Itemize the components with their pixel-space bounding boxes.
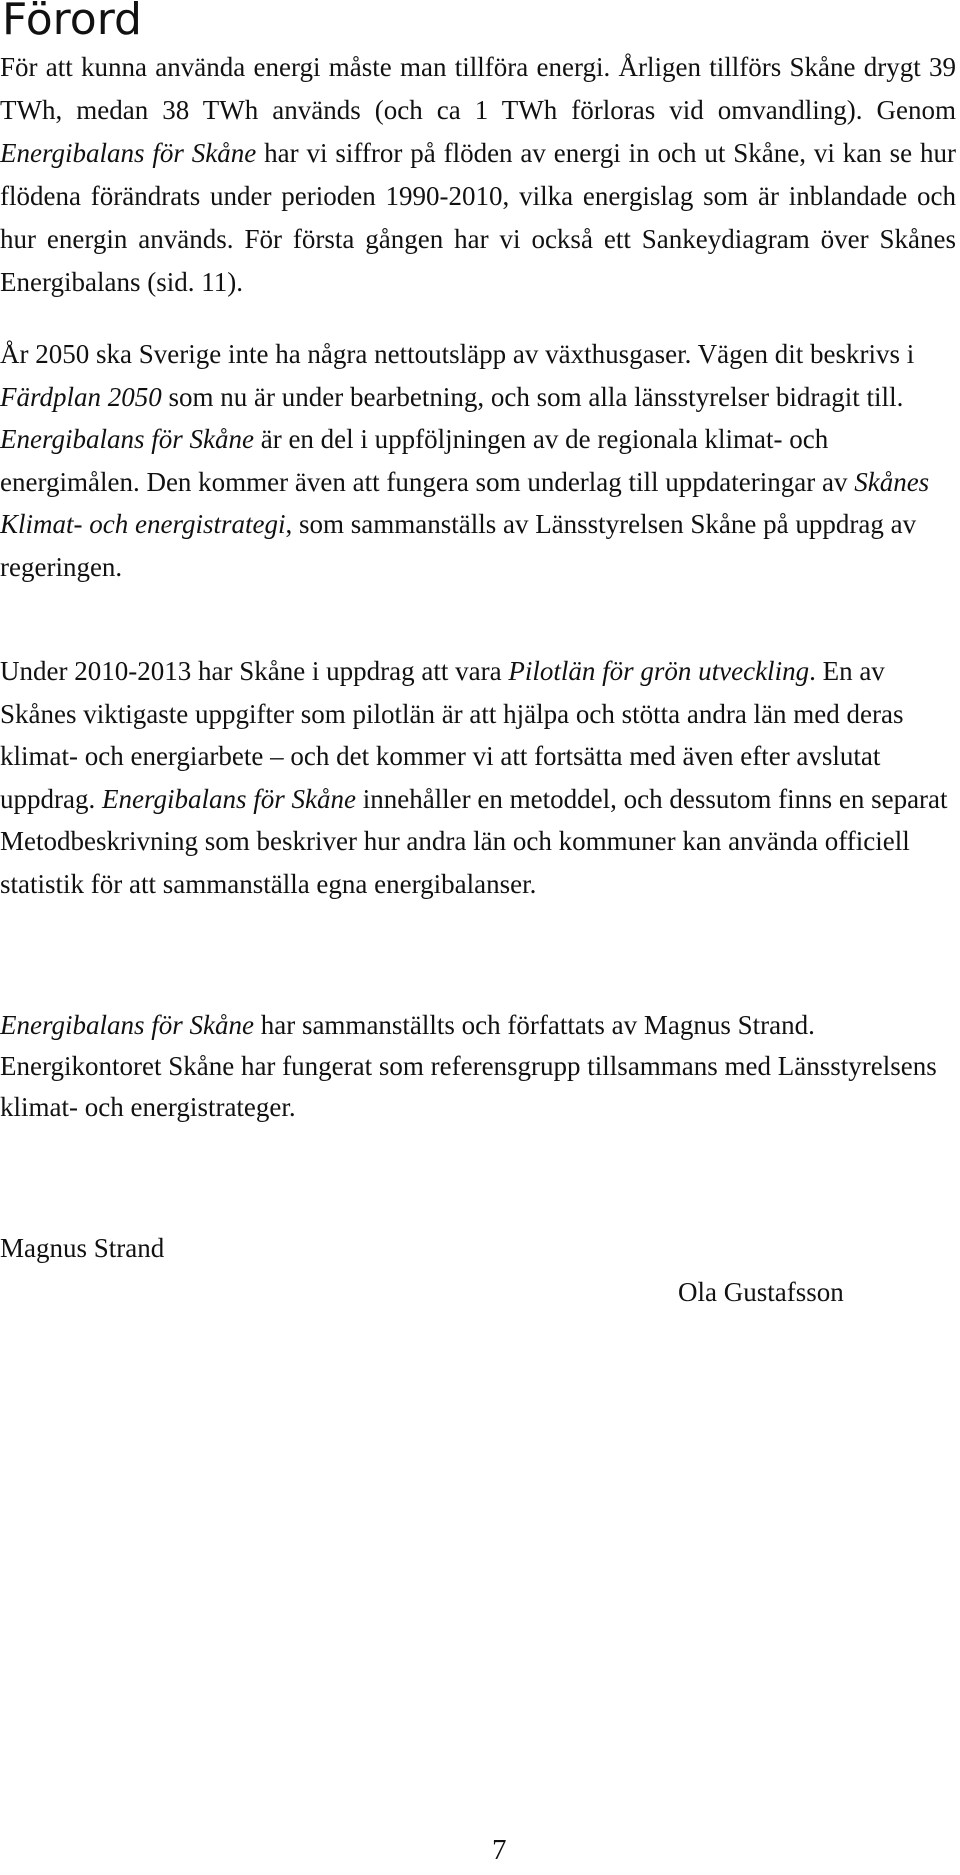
paragraph-text-italic: Färdplan 2050 [0,381,162,412]
paragraph-text-italic: Skånes Klimat- och energistrategi [0,466,930,539]
paragraph-text: År 2050 ska Sverige inte ha några nettoutsläpp av växthusgaser. Vägen dit beskrivs i [0,339,915,369]
paragraph-authors [0,1005,956,1128]
paragraph-text-italic: Pilotlän för grön utveckling [508,656,810,686]
paragraph-pilot [0,650,956,905]
paragraph-text: som nu är under bearbetning, och som alla länsstyrelser bidragit till. [161,381,904,412]
paragraph-text: För att kunna använda energi måste man tillföra energi. Årligen tillförs Skåne drygt 39 TWh, medan 38 TWh används (och ca 1 TWh förloras vid omvandling). Genom [0,52,956,125]
paragraph-text: är en del i uppföljningen av de regionala klimat- och energimålen. Den kommer även att fungera som underlag till uppdateringar av [0,424,855,497]
paragraph-intro [0,46,956,304]
paragraph-text: har vi siffror på flöden av energi in och ut Skåne, vi kan se hur flödena förändrats under perioden 1990-2010, vilka energislag som är inblandade och hur energin används. För första gången har vi också ett Sankeydiagram över Skånes Energibalans (sid. 11). [0,138,956,297]
paragraph-text: har sammanställts och författats av Magnus Strand. Energikontoret Skåne har fungerat som referensgrupp tillsammans med Länsstyrelsens klimat- och energistrateger. [0,1010,937,1122]
signature-left: Magnus Strand [0,1233,165,1263]
page-title: Förord [2,0,142,45]
paragraph-text: Under 2010-2013 har Skåne i uppdrag att vara [0,656,509,686]
paragraph-text-italic: Energibalans för Skåne [0,138,257,168]
paragraph-text: , som sammanställs av Länsstyrelsen Skåne på uppdrag av regeringen. [0,509,917,582]
signature-right: Ola Gustafsson [678,1277,844,1307]
paragraph-text-italic: Energibalans för Skåne [101,783,356,814]
paragraph-text: . En av Skånes viktigaste uppgifter som pilotlän är att hjälpa och stötta andra län med deras klimat- och energiarbete – och det kommer vi att fortsätta med även efter avslutat uppdrag. [0,656,904,814]
paragraph-text: innehåller en metoddel, och dessutom finns en separat Metodbeskrivning som beskriver hur andra län och kommuner kan använda officiell statistik för att sammanställa egna energibalanser. [0,783,948,899]
paragraph-text-italic: Energibalans för Skåne [0,424,254,454]
page-number: 7 [492,1834,507,1866]
paragraph-text-italic: Energibalans för Skåne [0,1010,254,1040]
paragraph-2050 [0,333,956,588]
